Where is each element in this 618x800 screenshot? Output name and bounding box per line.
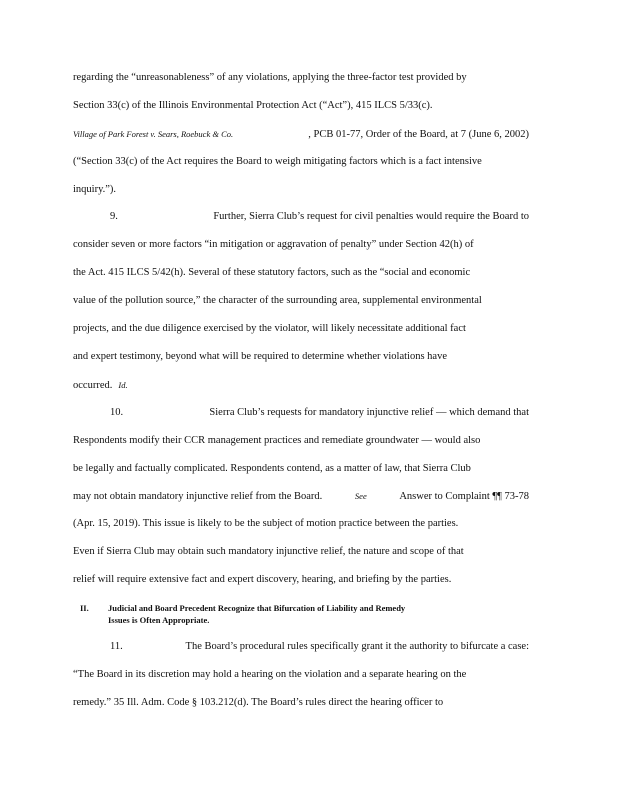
- text-line: regarding the “unreasonableness” of any violations, applying the three-factor test provided by: [73, 72, 467, 83]
- text-line: Section 33(c) of the Illinois Environmental Protection Act (“Act”), 415 ILCS 5/33(c).: [73, 100, 433, 111]
- text-line: inquiry.”).: [73, 184, 117, 195]
- paragraph-number: 11.: [110, 641, 123, 652]
- text-line: Village of Park Forest v. Sears, Roebuck & Co. , PCB 01-77, Order of the Board, at 7 (June 6, 2002): [73, 129, 529, 140]
- text-line: relief will require extensive fact and expert discovery, hearing, and briefing by the parties.: [73, 574, 452, 585]
- text-line: remedy.” 35 Ill. Adm. Code § 103.212(d). The Board’s rules direct the hearing officer to: [73, 697, 444, 708]
- section-heading-line2: Issues is Often Appropriate.: [108, 615, 210, 625]
- text-line: “The Board in its discretion may hold a hearing on the violation and a separate hearing on the: [73, 669, 467, 680]
- text-line: consider seven or more factors “in mitigation or aggravation of penalty” under Section 42(h) of: [73, 239, 474, 250]
- section-number: II.: [80, 603, 89, 613]
- text-line: may not obtain mandatory injunctive relief from the Board. See Answer to Complaint ¶¶ 73-78: [73, 491, 529, 502]
- text-line: the Act. 415 ILCS 5/42(h). Several of these statutory factors, such as the “social and economic: [73, 267, 471, 278]
- see-signal: See: [354, 491, 367, 501]
- text-line: Even if Sierra Club may obtain such mandatory injunctive relief, the nature and scope of that: [73, 546, 464, 557]
- paragraph-start: 11. The Board’s procedural rules specifically grant it the authority to bifurcate a case:: [110, 641, 529, 652]
- case-citation: Village of Park Forest v. Sears, Roebuck & Co.: [73, 129, 234, 139]
- text-line: value of the pollution source,” the character of the surrounding area, supplemental environmental: [73, 295, 482, 306]
- text-line: Respondents modify their CCR management practices and remediate groundwater — would also: [73, 435, 481, 446]
- paragraph-start: 9. Further, Sierra Club’s request for civil penalties would require the Board to: [110, 211, 529, 222]
- section-heading-line1: Judicial and Board Precedent Recognize that Bifurcation of Liability and Remedy: [108, 603, 406, 613]
- paragraph-number: 9.: [110, 211, 118, 222]
- paragraph-start: 10. Sierra Club’s requests for mandatory injunctive relief — which demand that: [110, 407, 529, 418]
- id-citation: Id.: [118, 380, 128, 390]
- text-line: (“Section 33(c) of the Act requires the Board to weigh mitigating factors which is a fact intensive: [73, 156, 482, 167]
- text-line: and expert testimony, beyond what will be required to determine whether violations have: [73, 351, 448, 362]
- text-line: projects, and the due diligence exercised by the violator, will likely necessitate additional fact: [73, 323, 466, 334]
- text-line: occurred. Id.: [73, 380, 128, 391]
- text-line: be legally and factually complicated. Respondents contend, as a matter of law, that Sierra Club: [73, 463, 471, 474]
- text-line: (Apr. 15, 2019). This issue is likely to be the subject of motion practice between the parties.: [73, 518, 459, 529]
- paragraph-number: 10.: [110, 407, 124, 418]
